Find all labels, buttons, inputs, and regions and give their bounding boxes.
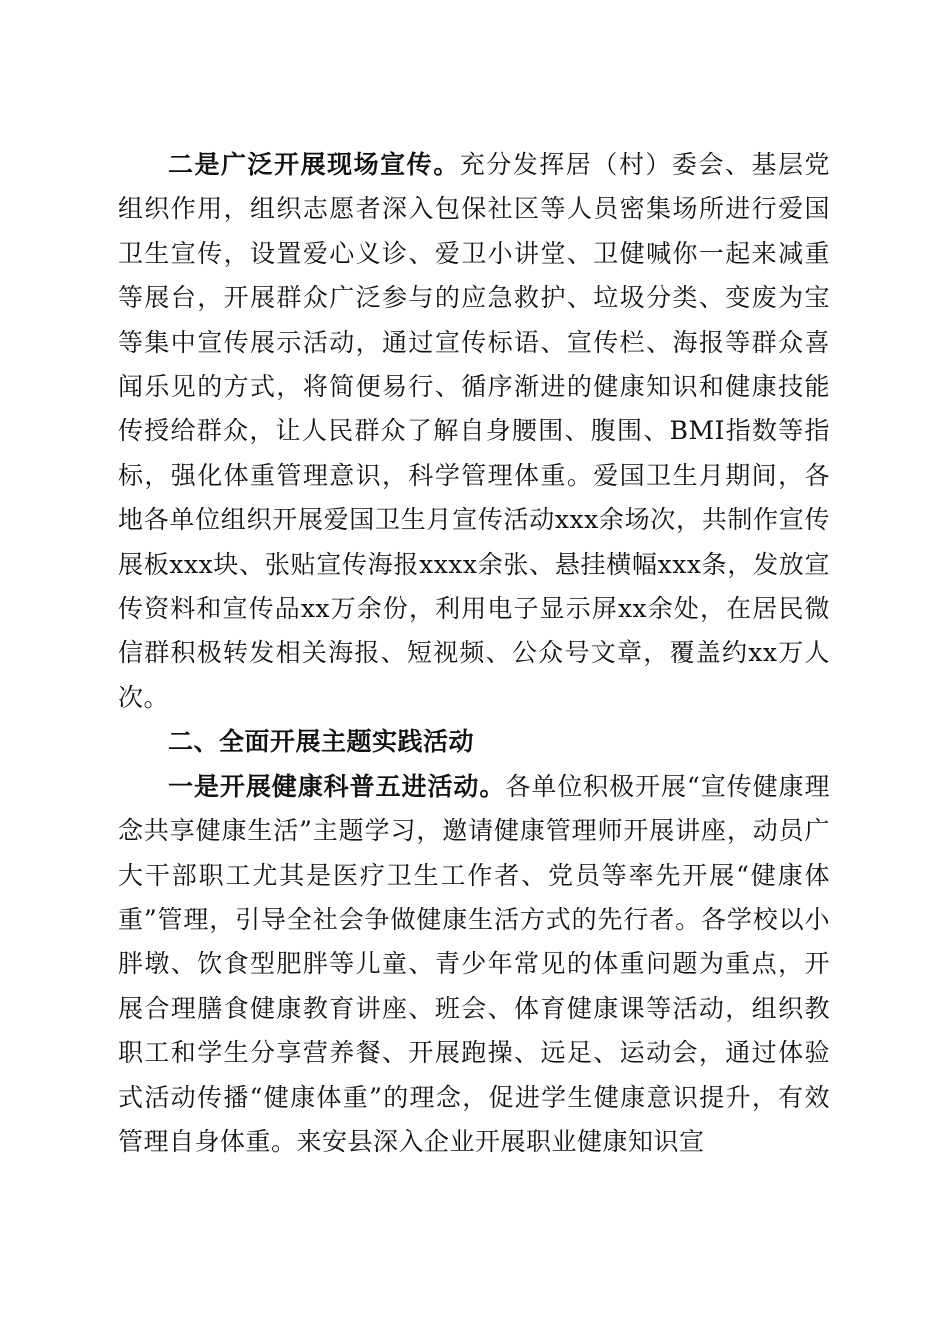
paragraph-activities <box>118 765 830 1165</box>
paragraph-lead: 一是开展健康科普五进活动。 <box>168 771 506 801</box>
paragraph-publicity <box>118 143 830 720</box>
document-body <box>118 143 830 1164</box>
section-heading: 二、全面开展主题实践活动 <box>168 727 475 757</box>
paragraph-text: 充分发挥居（村）委会、基层党组织作用，组织志愿者深入包保社区等人员密集场所进行爱国卫生宣传，设置爱心义诊、爱卫小讲堂、卫健喊你一起来减重等展台，开展群众广泛参与的应急救护、垃圾分类、变废为宝等集中宣传展示活动，通过宣传标语、宣传栏、海报等群众喜闻乐见的方式，将简便易行、循序渐进的健康知识和健康技能传授给群众，让人民群众了解自身腰围、腹围、BMI指数等指标，强化体重管理意识，科学管理体重。爱国卫生月期间，各地各单位组织开展爱国卫生月宣传活动xxx余场次，共制作宣传展板xxx块、张贴宣传海报xxxx余张、悬挂横幅xxx条，发放宣传资料和宣传品xx万余份，利用电子显示屏xx余处，在居民微信群积极转发相关海报、短视频、公众号文章，覆盖约xx万人次。 <box>118 150 830 712</box>
paragraph-lead: 二是广泛开展现场宣传。 <box>168 150 460 179</box>
paragraph-text: 各单位积极开展“宣传健康理念共享健康生活”主题学习，邀请健康管理师开展讲座，动员广大干部职工尤其是医疗卫生工作者、党员等率先开展“健康体重”管理，引导全社会争做健康生活方式的先行者。各学校以小胖墩、饮食型肥胖等儿童、青少年常见的体重问题为重点，开展合理膳食健康教育讲座、班会、体育健康课等活动，组织教职工和学生分享营养餐、开展跑操、远足、运动会，通过体验式活动传播“健康体重”的理念，促进学生健康意识提升，有效管理自身体重。来安县深入企业开展职业健康知识宣 <box>118 771 830 1156</box>
